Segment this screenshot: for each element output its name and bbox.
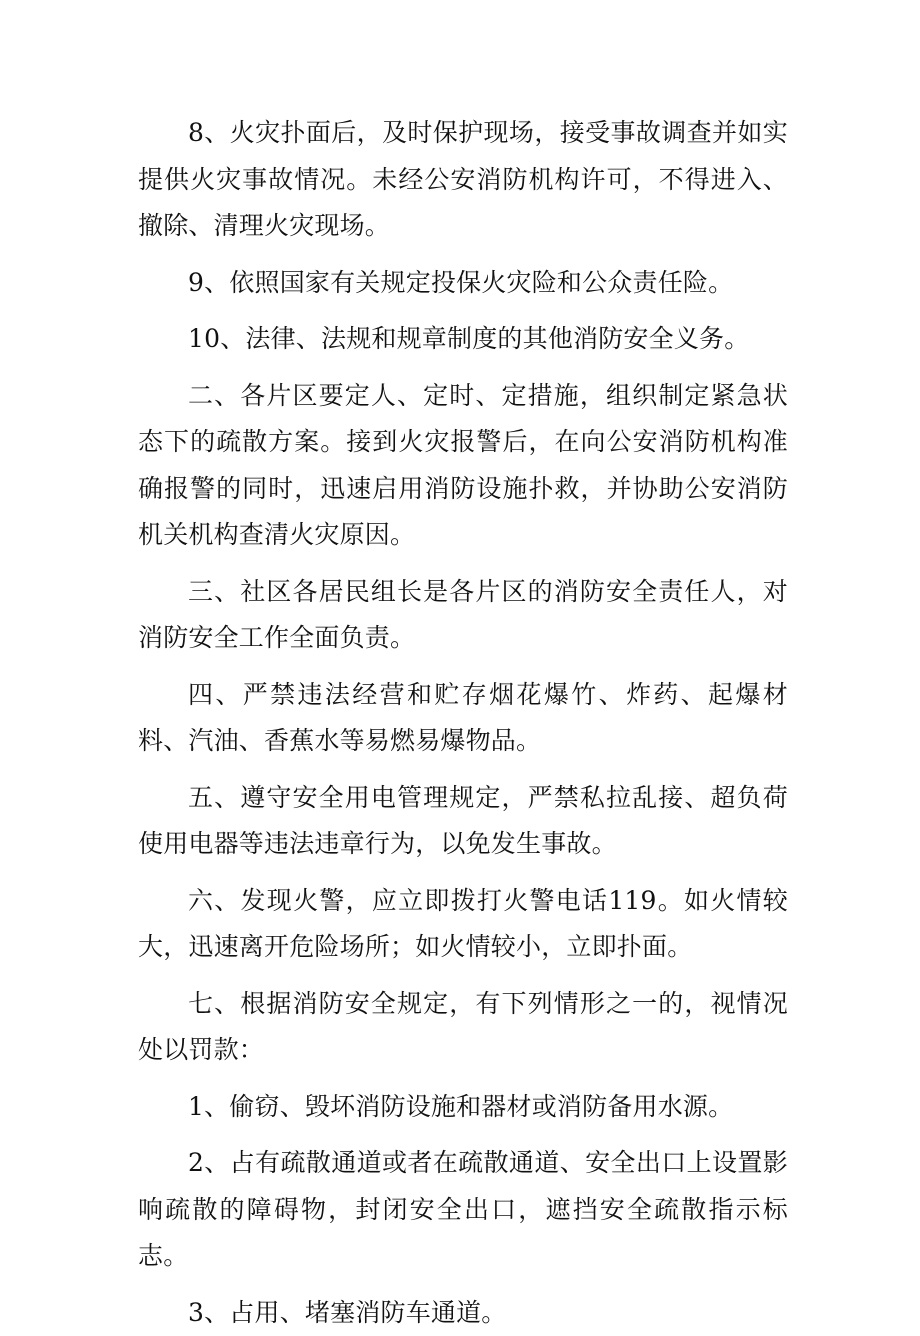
paragraph-10: 10、法律、法规和规章制度的其他消防安全义务。 — [138, 316, 788, 363]
paragraph-section-2: 二、各片区要定人、定时、定措施，组织制定紧急状态下的疏散方案。接到火灾报警后，在向公安消防机构准确报警的同时，迅速启用消防设施扑救，并协助公安消防机关机构查清火灾原因。 — [138, 373, 788, 559]
paragraph-item-1: 1、偷窃、毁坏消防设施和器材或消防备用水源。 — [138, 1084, 788, 1131]
paragraph-9: 9、依照国家有关规定投保火灾险和公众责任险。 — [138, 260, 788, 307]
paragraph-section-4: 四、严禁违法经营和贮存烟花爆竹、炸药、起爆材料、汽油、香蕉水等易燃易爆物品。 — [138, 672, 788, 765]
paragraph-8: 8、火灾扑面后，及时保护现场，接受事故调查并如实提供火灾事故情况。未经公安消防机构许可，不得进入、撤除、清理火灾现场。 — [138, 110, 788, 250]
paragraph-item-3: 3、占用、堵塞消防车通道。 — [138, 1290, 788, 1336]
paragraph-section-5: 五、遵守安全用电管理规定，严禁私拉乱接、超负荷使用电器等违法违章行为，以免发生事故。 — [138, 775, 788, 868]
document-body — [138, 110, 788, 1336]
paragraph-section-7: 七、根据消防安全规定，有下列情形之一的，视情况处以罚款： — [138, 981, 788, 1074]
paragraph-section-3: 三、社区各居民组长是各片区的消防安全责任人，对消防安全工作全面负责。 — [138, 569, 788, 662]
paragraph-item-2: 2、占有疏散通道或者在疏散通道、安全出口上设置影响疏散的障碍物，封闭安全出口，遮挡安全疏散指示标志。 — [138, 1140, 788, 1280]
paragraph-section-6: 六、发现火警，应立即拨打火警电话119。如火情较大，迅速离开危险场所；如火情较小，立即扑面。 — [138, 878, 788, 971]
